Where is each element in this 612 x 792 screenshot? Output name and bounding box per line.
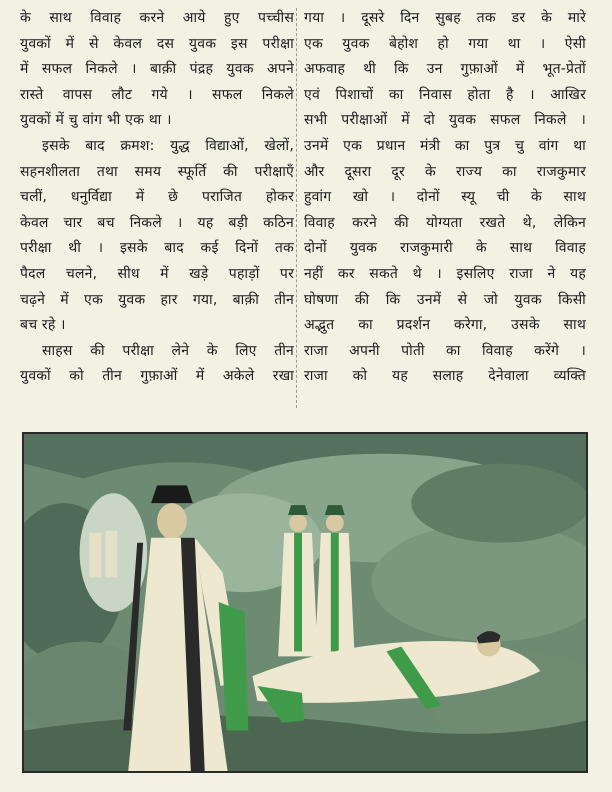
text-line: के साथ विवाह करने आये हुए पच्चीस — [20, 10, 294, 26]
text-line: गया । दूसरे दिन सुबह तक डर के मारे — [304, 10, 586, 26]
column-divider — [296, 8, 297, 408]
text-line: और दूसरा दूर के राज्य का राजकुमार — [304, 163, 586, 180]
text-line: युवकों को तीन गुफ़ाओं में अकेले रखा — [20, 368, 294, 385]
text-line: रास्ते वापस लौट गये । सफल निकले — [20, 86, 294, 103]
text-line: विवाह करने की योग्यता रखते थे, लेकिन — [304, 214, 586, 231]
text-line: में सफल निकले । बाक़ी पंद्रह युवक अपने — [20, 61, 294, 78]
text-line: युवकों में से केवल दस युवक इस परीक्षा — [20, 35, 294, 52]
text-line: सहनशीलता तथा समय स्फूर्ति की परीक्षाएँ — [20, 163, 294, 180]
text-line: दोनों युवक राजकुमारी के साथ विवाह — [304, 240, 586, 257]
text-line: सभी परीक्षाओं में दो युवक सफल निकले । — [304, 112, 586, 129]
text-line: पैदल चलने, सीध में खड़े पहाड़ों पर — [20, 265, 294, 282]
text-line: एवं पिशाचों का निवास होता है । आखिर — [304, 86, 586, 103]
text-line: अद्भुत का प्रदर्शन करेगा, उसके साथ — [304, 317, 586, 334]
text-line: इसके बाद क्रमश: युद्ध विद्याओं, खेलों, — [42, 137, 294, 154]
text-line: नहीं कर सकते थे । इसलिए राजा ने यह — [304, 265, 586, 282]
text-line: चलीं, धनुर्विद्या में छे पराजित होकर — [20, 189, 294, 206]
distant-figure — [105, 531, 117, 577]
text-line: उनमें एक प्रधान मंत्री का पुत्र चु वांग था — [304, 137, 586, 154]
text-line: केवल चार बच निकले । यह बड़ी कठिन — [20, 214, 294, 231]
cave-scene-drawing — [24, 434, 586, 771]
text-line: चढ़ने में एक युवक हार गया, बाक़ी तीन — [20, 291, 294, 308]
text-line: युवकों में चु वांग भी एक था । — [20, 112, 172, 129]
text-line: परीक्षा थी । इसके बाद कई दिनों तक — [20, 240, 294, 257]
text-line: राजा को यह सलाह देनेवाला व्यक्ति — [304, 368, 586, 385]
cave-illustration — [22, 432, 588, 773]
text-line: एक युवक बेहोश हो गया था । ऐसी — [304, 35, 586, 52]
text-line: हुवांग खो । दोनों स्यू ची के साथ — [304, 189, 586, 206]
text-line: साहस की परीक्षा लेने के लिए तीन — [42, 342, 294, 359]
distant-figure — [90, 533, 102, 577]
left-text-column — [20, 6, 294, 390]
rock-boulder — [411, 464, 586, 543]
text-line: बच रहे । — [20, 317, 66, 334]
text-line: अफवाह थी कि उन गुफ़ाओं में भूत-प्रेतों — [304, 61, 586, 78]
text-line: घोषणा की कि उनमें से जो युवक किसी — [304, 291, 586, 308]
text-line: राजा अपनी पोती का विवाह करेंगे । — [304, 342, 586, 359]
right-text-column — [304, 6, 586, 390]
